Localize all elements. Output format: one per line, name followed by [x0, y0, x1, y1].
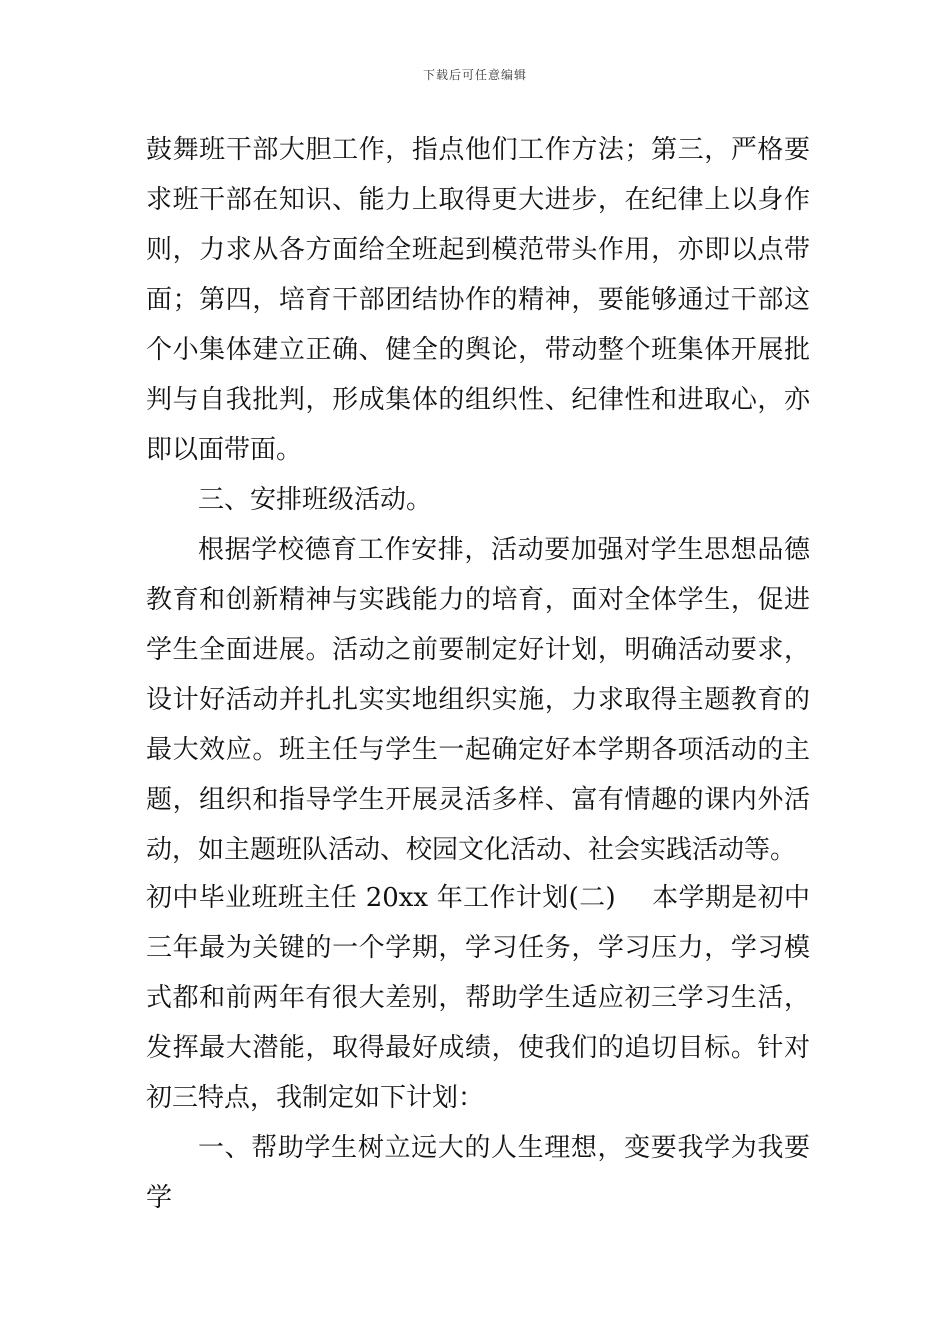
- body-line: 动，如主题班队活动、校园文化活动、社会实践活动等。: [146, 835, 797, 865]
- section-heading: 一、帮助学生树立远大的人生理想，变要我学为我要: [198, 1133, 810, 1163]
- section-heading: 三、安排班级活动。: [198, 485, 433, 515]
- body-line: 求班干部在知识、能力上取得更大进步，在纪律上以身作: [146, 185, 810, 215]
- body-line: 即以面带面。: [146, 435, 303, 465]
- body-line: 根据学校德育工作安排，活动要加强对学生思想品德: [198, 535, 810, 565]
- body-line: 学生全面进展。活动之前要制定好计划，明确活动要求，: [146, 635, 810, 665]
- body-line: 题，组织和指导学生开展灵活多样、富有情趣的课内外活: [146, 785, 810, 815]
- page-header: 下载后可任意编辑: [422, 68, 527, 82]
- body-line: 面；第四，培育干部团结协作的精神，要能够通过干部这: [146, 285, 810, 315]
- body-line: 学: [146, 1183, 173, 1213]
- body-line: 个小集体建立正确、健全的舆论，带动整个班集体开展批: [146, 335, 810, 365]
- body-line: 则，力求从各方面给全班起到模范带头作用，亦即以点带: [146, 235, 810, 265]
- plan-title: 初中毕业班班主任 20xx 年工作计划(二): [146, 883, 616, 913]
- plan-title-line: [146, 878, 810, 918]
- body-line: 教育和创新精神与实践能力的培育，面对全体学生，促进: [146, 585, 810, 615]
- body-line: 判与自我批判，形成集体的组织性、纪律性和进取心，亦: [146, 385, 810, 415]
- body-line: 初三特点，我制定如下计划：: [146, 1083, 485, 1113]
- body-line: 发挥最大潜能，取得最好成绩，使我们的追切目标。针对: [146, 1033, 810, 1063]
- plan-intro: 本学期是初中: [651, 883, 810, 913]
- body-line: 式都和前两年有很大差别，帮助学生适应初三学习生活，: [146, 983, 810, 1013]
- body-line: 三年最为关键的一个学期，学习任务，学习压力，学习模: [146, 933, 810, 963]
- body-line: 设计好活动并扎扎实实地组织实施，力求取得主题教育的: [146, 685, 810, 715]
- body-line: 鼓舞班干部大胆工作，指点他们工作方法；第三，严格要: [146, 135, 810, 165]
- body-line: 最大效应。班主任与学生一起确定好本学期各项活动的主: [146, 735, 810, 765]
